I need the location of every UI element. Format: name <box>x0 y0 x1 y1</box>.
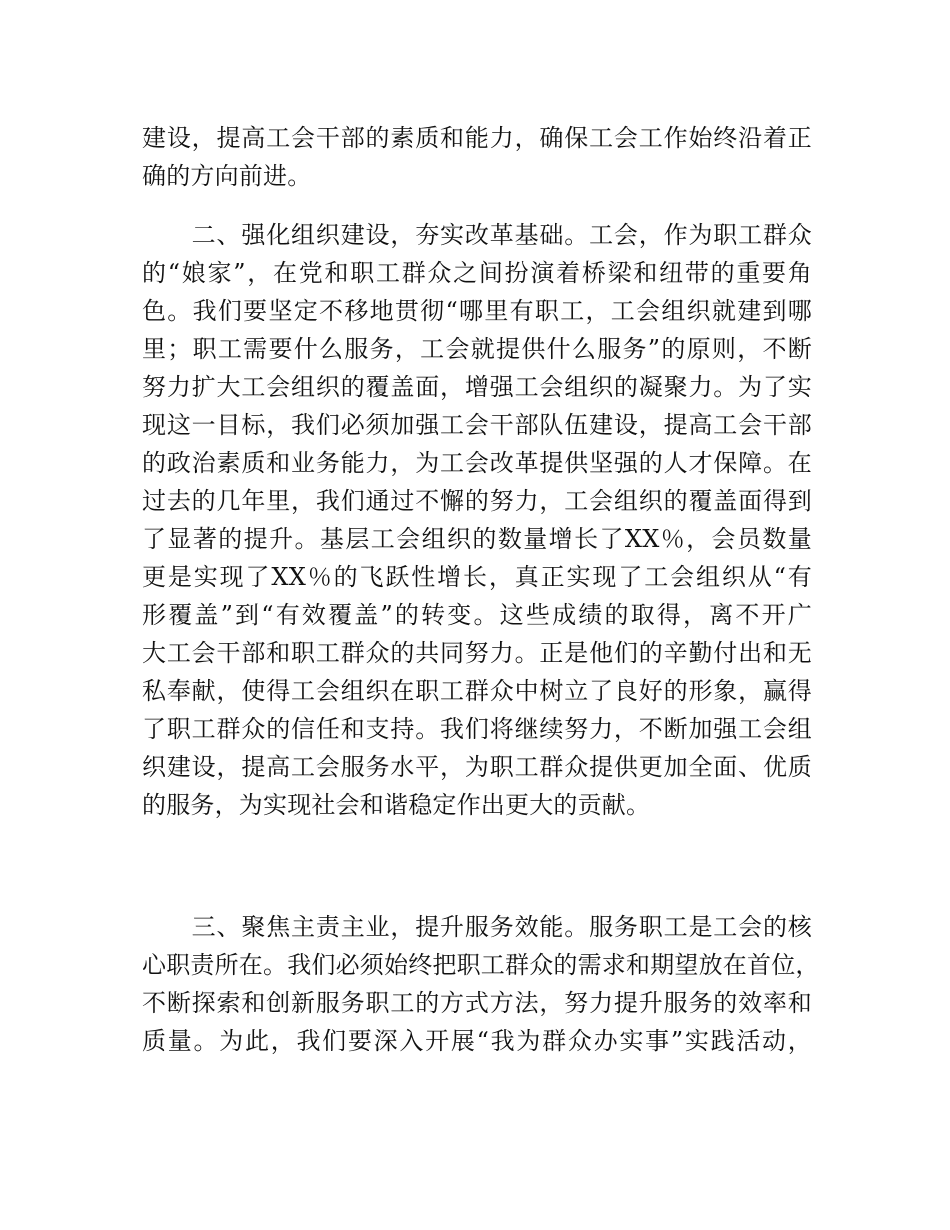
text-line: 心职责所在。我们必须始终把职工群众的需求和期望放在首位， <box>142 951 820 979</box>
paragraph-organization <box>142 216 812 824</box>
text-line: 织建设，提高工会服务水平，为职工群众提供更加全面、优质 <box>142 753 812 781</box>
text-line: 努力扩大工会组织的覆盖面，增强工会组织的凝聚力。为了实 <box>142 373 812 401</box>
text-line: 不断探索和创新服务职工的方式方法，努力提升服务的效率和 <box>142 989 812 1017</box>
text-line: 色。我们要坚定不移地贯彻“哪里有职工，工会组织就建到哪 <box>142 297 812 325</box>
text-line: 现这一目标，我们必须加强工会干部队伍建设，提高工会干部 <box>142 411 812 439</box>
text-line: 形覆盖”到“有效覆盖”的转变。这些成绩的取得，离不开广 <box>142 601 812 629</box>
text-line: 了显著的提升。基层工会组织的数量增长了XX％，会员数量 <box>142 525 812 553</box>
text-line: 私奉献，使得工会组织在职工群众中树立了良好的形象，赢得 <box>142 677 812 705</box>
text-line: 的政治素质和业务能力，为工会改革提供坚强的人才保障。在 <box>142 449 812 477</box>
text-line: 确的方向前进。 <box>142 162 312 190</box>
text-line: 大工会干部和职工群众的共同努力。正是他们的辛勤付出和无 <box>142 639 812 667</box>
text-line: 建设，提高工会干部的素质和能力，确保工会工作始终沿着正 <box>142 124 812 152</box>
paragraph-service <box>142 908 820 1060</box>
text-line: 二、强化组织建设，夯实改革基础。工会，作为职工群众 <box>142 221 812 249</box>
text-line: 的服务，为实现社会和谐稳定作出更大的贡献。 <box>142 791 651 819</box>
text-line: 的“娘家”，在党和职工群众之间扮演着桥梁和纽带的重要角 <box>142 259 812 287</box>
text-line: 里；职工需要什么服务，工会就提供什么服务”的原则，不断 <box>142 335 812 363</box>
text-line: 质量。为此，我们要深入开展“我为群众办实事”实践活动， <box>142 1027 812 1055</box>
text-line: 了职工群众的信任和支持。我们将继续努力，不断加强工会组 <box>142 715 812 743</box>
text-line: 过去的几年里，我们通过不懈的努力，工会组织的覆盖面得到 <box>142 487 812 515</box>
paragraph-continuation <box>142 119 812 195</box>
text-line: 三、聚焦主责主业，提升服务效能。服务职工是工会的核 <box>142 913 812 941</box>
text-line: 更是实现了XX％的飞跃性增长，真正实现了工会组织从“有 <box>142 563 812 591</box>
